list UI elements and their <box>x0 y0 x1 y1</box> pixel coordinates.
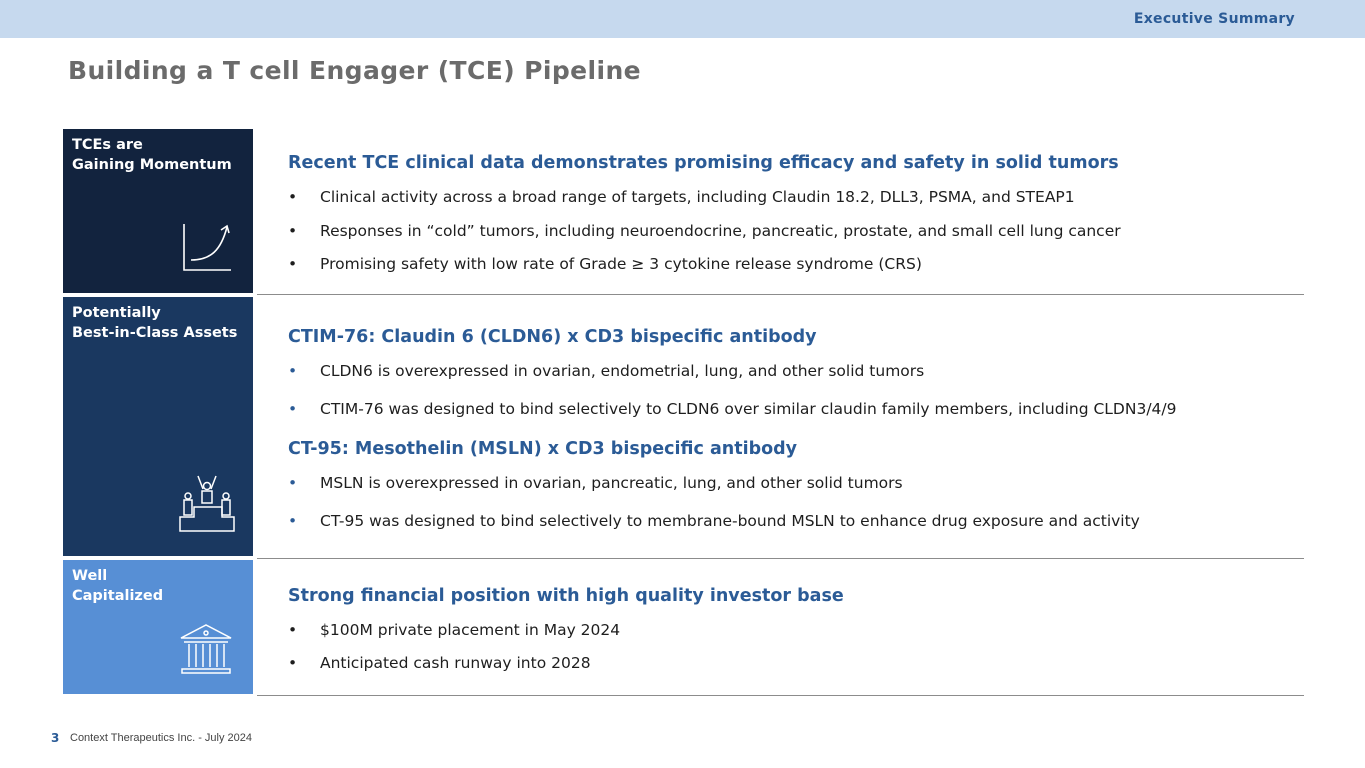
ctim76-heading: CTIM-76: Claudin 6 (CLDN6) x CD3 bispecific antibody <box>288 327 817 347</box>
footer-text: Context Therapeutics Inc. - July 2024 <box>70 732 253 744</box>
section-divider <box>257 294 1304 295</box>
momentum-heading: Recent TCE clinical data demonstrates promising efficacy and safety in solid tumors <box>288 153 1119 173</box>
bank-building-icon <box>177 622 235 682</box>
section-divider <box>257 695 1304 696</box>
list-item: • Clinical activity across a broad range of targets, including Claudin 18.2, DLL3, PSMA, and STEAP1 <box>288 187 1298 207</box>
ct95-section <box>288 437 1298 531</box>
list-item: • MSLN is overexpressed in ovarian, pancreatic, lung, and other solid tumors <box>288 473 1298 493</box>
section-label: Executive Summary <box>1133 11 1295 27</box>
list-item: • CT-95 was designed to bind selectively to membrane-bound MSLN to enhance drug exposure and activity <box>288 511 1298 531</box>
tile-capitalized <box>63 560 253 694</box>
list-item: • Anticipated cash runway into 2028 <box>288 653 1298 673</box>
tile-assets <box>63 297 253 556</box>
momentum-section <box>288 151 1298 274</box>
list-item: • Promising safety with low rate of Grade ≥ 3 cytokine release syndrome (CRS) <box>288 254 1298 274</box>
page-number: 3 <box>51 731 60 745</box>
list-item: • CLDN6 is overexpressed in ovarian, endometrial, lung, and other solid tumors <box>288 361 1298 381</box>
list-item: • Responses in “cold” tumors, including neuroendocrine, pancreatic, prostate, and small cell lung cancer <box>288 221 1298 241</box>
list-item: • CTIM-76 was designed to bind selectively to CLDN6 over similar claudin family members, including CLDN3/4/9 <box>288 399 1298 419</box>
tile-momentum <box>63 129 253 293</box>
capital-heading: Strong financial position with high quality investor base <box>288 586 844 606</box>
tile-assets-label: Potentially Best-in-Class Assets <box>72 305 238 341</box>
capital-section <box>288 584 1298 673</box>
podium-winners-icon <box>176 473 238 539</box>
growth-chart-icon <box>181 222 233 278</box>
page-title: Building a T cell Engager (TCE) Pipeline <box>68 56 641 85</box>
tile-capitalized-label: Well Capitalized <box>72 568 164 604</box>
section-divider <box>257 558 1304 559</box>
ctim76-section <box>288 325 1298 419</box>
tile-momentum-label: TCEs are Gaining Momentum <box>72 137 232 173</box>
list-item: • $100M private placement in May 2024 <box>288 620 1298 640</box>
ct95-heading: CT-95: Mesothelin (MSLN) x CD3 bispecific antibody <box>288 439 798 459</box>
